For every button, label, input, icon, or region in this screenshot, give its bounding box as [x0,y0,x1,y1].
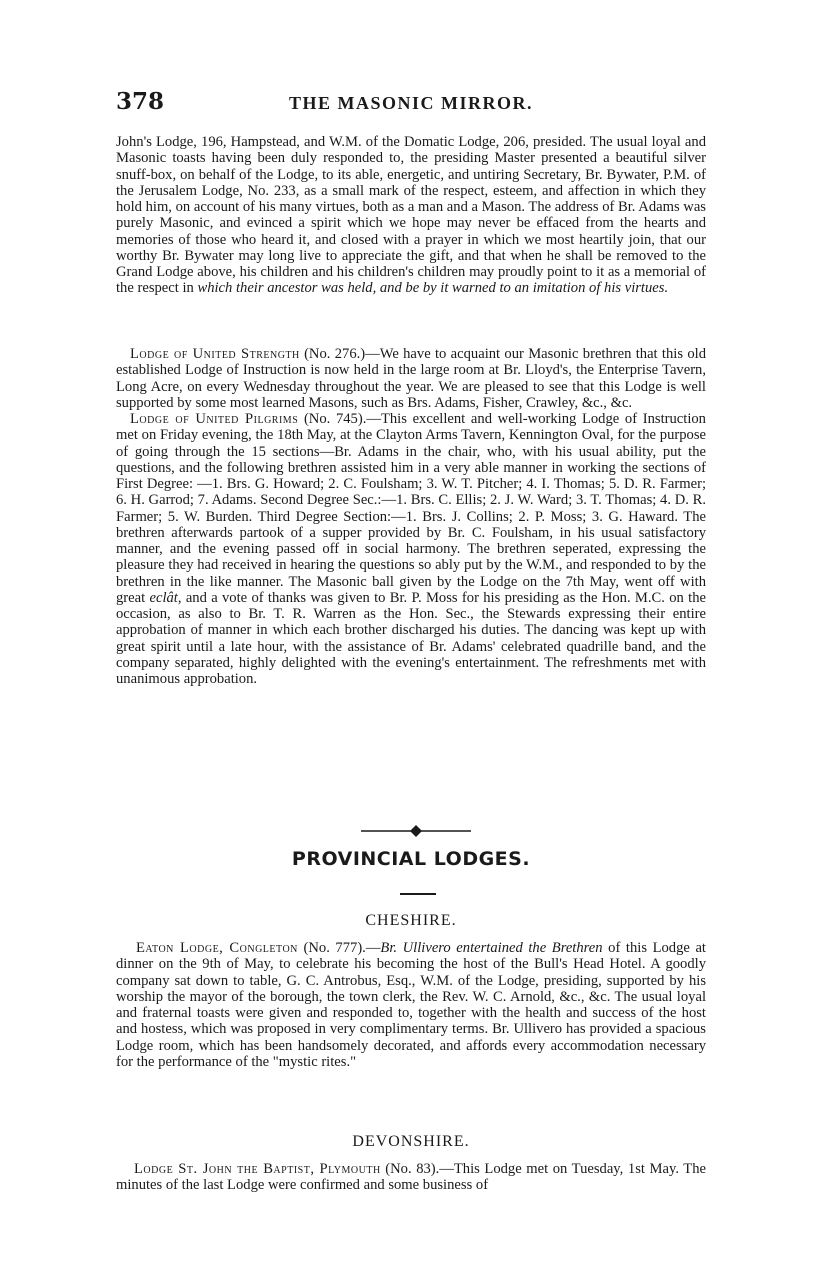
subheading-cheshire: CHESHIRE. [365,912,457,929]
paragraph-text: (No. 83).—This Lodge met on Tuesday, 1st May. The minutes of the last Lodge were confirmed and some business of [116,1161,706,1194]
lodge-number: (No. 777).— [297,940,381,956]
paragraph-text: John's Lodge, 196, Hampstead, and W.M. of the Domatic Lodge, 206, presided. The usual loyal and Masonic toasts having been duly responded to, the presiding Master presented a beautiful silver snuff-box, on behalf of the Lodge, to its able, energetic, and untiring Secretary, Br. Bywater, P.M. of the Jerusalem Lodge, No. 233, as a small mark of the respect, esteem, and affection in which they hold him, on account of his many virtues, both as a man and a Mason. The address of Br. Adams was purely Masonic, and evinced a spirit which we hope may never be effaced from the hearts and memories of those who heard it, and closed with a prayer in which we most heartily join, that our worthy Br. Bywater may long live to appreciate the gift, and that when he shall be removed to the Grand Lodge above, his children and his children's children may proudly point to it as a memorial of the respect in [116,134,706,297]
paragraph-eaton-lodge [116,940,706,1070]
eclat-italic-text: eclât [149,589,178,606]
lodge-name: Lodge St. John the Baptist, Plymouth [134,1161,381,1177]
lodge-name: Eaton Lodge, Congleton [136,940,298,956]
paragraph-st-john-baptist [116,1161,706,1194]
subheading-devonshire: DEVONSHIRE. [352,1133,470,1150]
paragraph-united-pilgrims [116,411,706,687]
page-number: 378 [116,88,165,115]
lodge-name: Lodge of United Pilgrims [130,411,299,427]
paragraph-italic-text: Br. Ullivero entertained the Brethren [380,940,603,956]
section-heading-provincial: PROVINCIAL LODGES. [291,848,531,870]
short-rule-divider [400,893,436,895]
diamond-rule-icon [361,824,471,838]
paragraph-text-continued: , and a vote of thanks was given to Br. P. Moss for his presiding as the Hon. M.C. on the occasion, as also to Br. T. R. Warren as the Hon. Sec., the Stewards expressing their entire approbation of manner in which each brother discharged his duties. The dancing was kept up with great spirit until a late hour, with the assistance of Br. Adams' celebrated quadrille band, and the company separated, highly delighted with the evening's entertainment. The refreshments met with unanimous approbation. [116,589,706,687]
paragraph-text: (No. 745).—This excellent and well-working Lodge of Instruction met on Friday evening, the 18th May, at the Clayton Arms Tavern, Kennington Oval, for the purpose of going through the 15 sections—Br. Adams in the chair, who, with his usual ability, put the questions, and the following brethren assisted him in a very able manner in working the sections of First Degree: —1. Brs. G. Howard; 2. C. Foulsham; 3. W. T. Pitcher; 4. I. Thomas; 5. D. R. Farmer; 6. H. Garrod; 7. Adams. Second Degree Sec.:—1. Brs. C. Ellis; 2. J. W. Ward; 3. T. Thomas; 4. D. R. Farmer; 5. W. Burden. Third Degree Section:—1. Brs. J. Collins; 2. P. Moss; 3. G. Haward. The brethren afterwards partook of a supper provided by Br. C. Foulsham, in his usual satisfactory manner, and the evening passed off in social harmony. The brethren seperated, expressing the pleasure they had received in hearing the questions so ably put by the W.M., and responded to by the brethren in the like manner. The Masonic ball given by the Lodge on the 7th May, went off with great [116,411,706,606]
paragraph-united-strength [116,346,706,411]
paragraph-text: (No. 276.)—We have to acquaint our Masonic brethren that this old established Lodge of Instruction is now held in the large room at Br. Lloyd's, the Enterprise Tavern, Long Acre, on every Wednesday throughout the year. We are pleased to see that this Lodge is well supported by some most learned Masons, such as Brs. Adams, Fisher, Crawley, &c., &c. [116,346,706,411]
running-title: THE MASONIC MIRROR. [288,93,533,113]
lodge-name: Lodge of United Strength [130,346,300,362]
paragraph-text: of this Lodge at dinner on the 9th of May, to celebrate his becoming the host of the Bull's Head Hotel. A goodly company sat down to table, G. C. Antrobus, Esq., W.M. of the Lodge, presiding, supported by his worship the mayor of the borough, the town clerk, the Rev. W. C. Arnold, &c., &c. The usual loyal and fraternal toasts were given and responded to, together with the health and success of the host and hostess, which was proposed in very complimentary terms. Br. Ullivero has provided a spacious Lodge room, which has been handsomely decorated, and affords every accommodation necessary for the performance of the "mystic rites." [116,940,706,1070]
paragraph-bywater-presentation [116,134,706,297]
paragraph-italic-text: which their ancestor was held, and be by it warned to an imitation of his virtues. [197,280,669,297]
page-header [116,88,706,122]
